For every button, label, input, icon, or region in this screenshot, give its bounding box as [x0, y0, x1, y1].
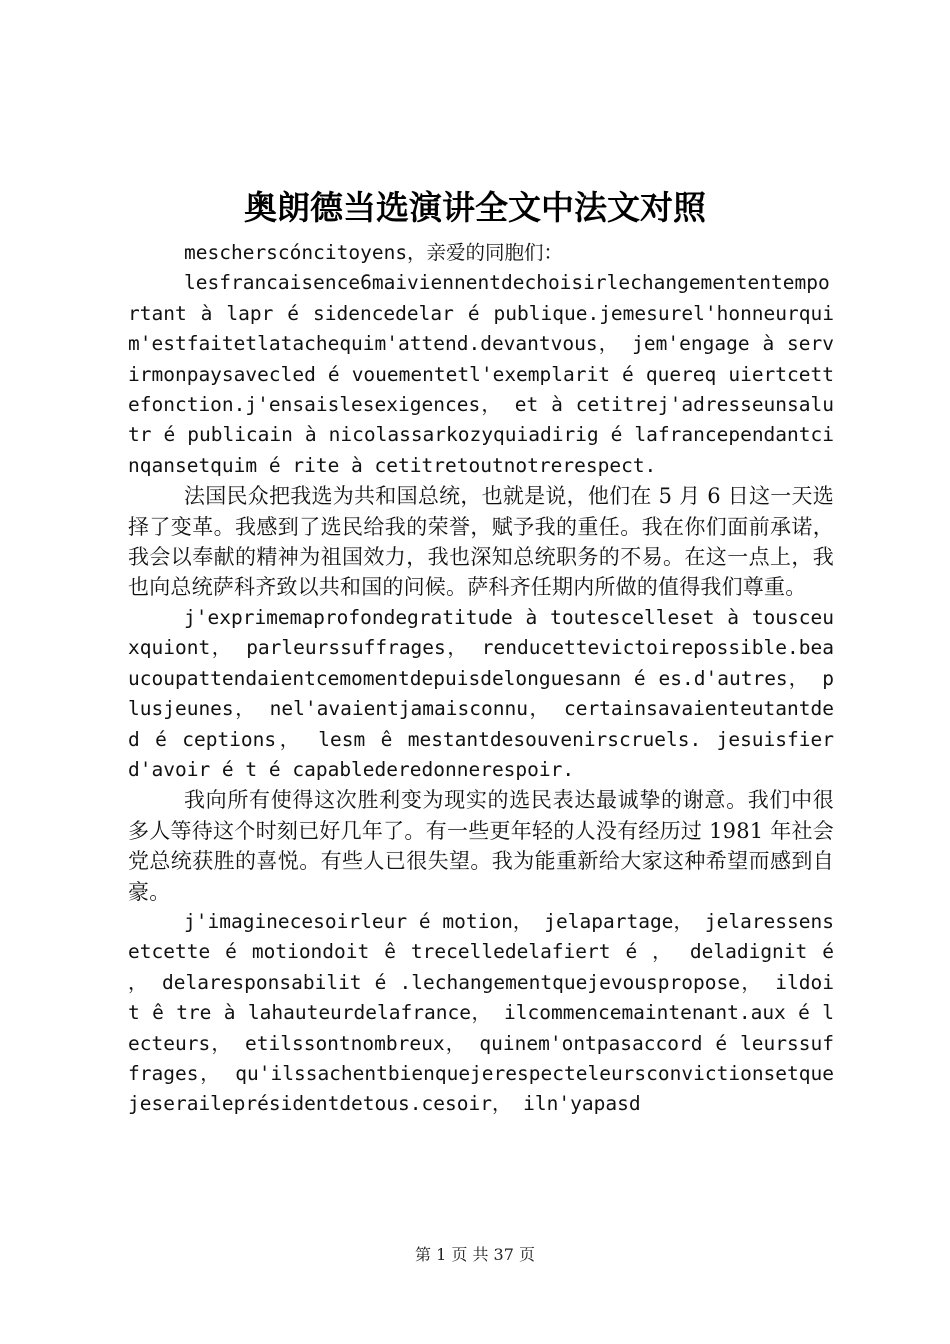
paragraph-chinese-2: 我向所有使得这次胜利变为现实的选民表达最诚挚的谢意。我们中很多人等待这个时刻已好几年了。有一些更年轻的人没有经历过 1981 年社会党总统获胜的喜悦。有些人已很失望。我为能重新给大家这种希望而感到自豪。 [128, 788, 834, 904]
paragraph-french-1: lesfrancaisence6maiviennentdechoisirlechangemententemportant à lapr é sidencedelar é publique.jemesurel'honneurquim'estfaitetlatachequim'attend.devantvous， jem'engage à servirmonpaysavecled é vouementetl'exemplarit é quereq uiertcettefonction.j'ensaislesexigences， et à cetitrej'adresseunsalutr é publicain à nicolassarkozyquiadirig é lafrancependantcinqansetquim é rite à cetitretoutnotrerespect. [128, 271, 834, 477]
paragraph-french-3: j'imaginecesoirleur é motion， jelapartage， jelaressensetcette é motiondoit ê trecelledelafiert é ， deladignit é ， delaresponsabilit é .lechangementquejevouspropose， ildoit ê tre à lahauteurdelafrance， ilcommencemaintenant.aux é lecteurs， etilssontnombreux， quinem'ontpasaccord é leurssuffrages， qu'ilssachentbienquejerespecteleursconvictionsetquejeseraileprésidentdetous.cesoir， iln'yapasd [128, 909, 834, 1116]
paragraph-greeting: mescherscóncitoyens，亲爱的同胞们： [184, 241, 564, 264]
paragraph-chinese-1: 法国民众把我选为共和国总统，也就是说，他们在 5 月 6 日这一天选择了变革。我感到了选民给我的荣誉，赋予我的重任。我在你们面前承诺，我会以奉献的精神为祖国效力，我也深知总统职务的不易。在这一点上，我也向总统萨科齐致以共和国的问候。萨科齐任期内所做的值得我们尊重。 [128, 484, 834, 600]
page-number-footer: 第 1 页 共 37 页 [415, 1245, 535, 1264]
document-body [128, 238, 834, 1120]
paragraph-french-2: j'exprimemaprofondegratitude à toutescelleset à tousceuxquiont， parleurssuffrages， renducettevictoirepossible.beaucoupattendaientcemomentdepuisdelonguesann é es.d'autres， plusjeunes， nel'avaientjamaisconnu， certainsavaienteutantded é ceptions， lesm ê mestantdesouvenirscruels. jesuisfierd'avoir é t é capablederedonnerespoir. [128, 605, 834, 781]
document-title: 奥朗德当选演讲全文中法文对照 [244, 188, 706, 227]
